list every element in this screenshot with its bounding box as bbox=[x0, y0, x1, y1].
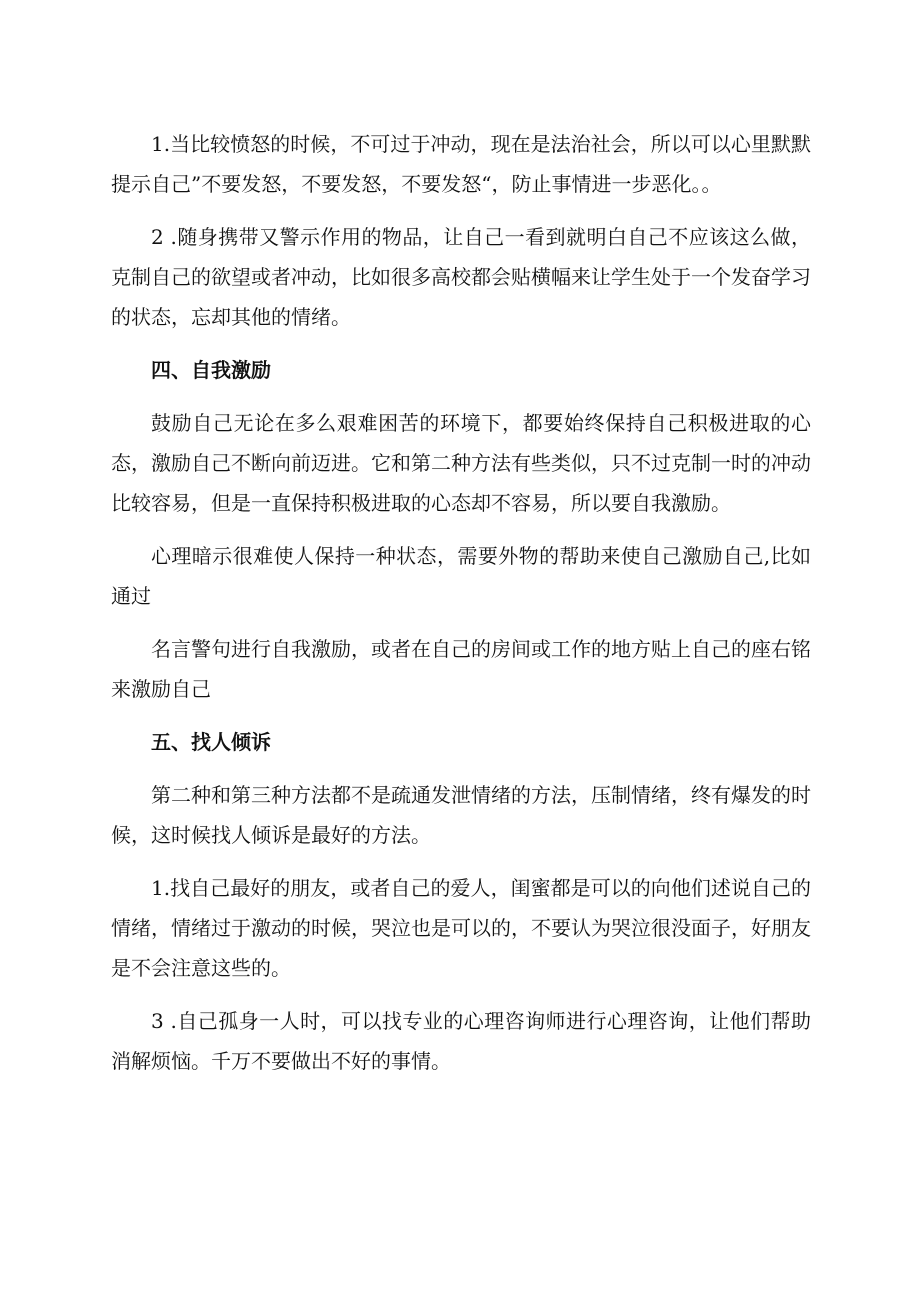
section-heading-self-motivation: 四、自我激励 bbox=[151, 358, 271, 382]
paragraph-confide-intro: 第二种和第三种方法都不是疏通发泄情绪的方法，压制情绪，终有爆发的时候，这时候找人倾诉是最好的方法。 bbox=[111, 783, 811, 847]
paragraph-warning-objects: 2 .随身携带又警示作用的物品，让自己一看到就明白自己不应该这么做，克制自己的欲望或者冲动，比如很多高校都会贴横幅来让学生处于一个发奋学习的状态，忘却其他的情绪。 bbox=[111, 225, 811, 329]
document-body bbox=[111, 124, 811, 1094]
paragraph-anger-self-reminder: 1.当比较愤怒的时候，不可过于冲动，现在是法治社会，所以可以心里默默提示自己”不要发怒，不要发怒，不要发怒“，防止事情进一步恶化。。 bbox=[111, 132, 811, 196]
paragraph-psychological-hint: 心理暗示很难使人保持一种状态，需要外物的帮助来使自己激励自己,比如通过 bbox=[111, 544, 811, 608]
paragraph-motivation-intro: 鼓励自己无论在多么艰难困苦的环境下，都要始终保持自己积极进取的心态，激励自己不断向前迈进。它和第二种方法有些类似，只不过克制一时的冲动比较容易，但是一直保持积极进取的心态却不容易，所以要自我激励。 bbox=[111, 411, 811, 515]
paragraph-motto: 名言警句进行自我激励，或者在自己的房间或工作的地方贴上自己的座右铭来激励自己 bbox=[111, 637, 811, 701]
paragraph-talk-to-friend: 1.找自己最好的朋友，或者自己的爱人，闺蜜都是可以的向他们述说自己的情绪，情绪过于激动的时候，哭泣也是可以的，不要认为哭泣很没面子，好朋友是不会注意这些的。 bbox=[111, 876, 811, 980]
paragraph-counselor: 3 .自己孤身一人时，可以找专业的心理咨询师进行心理咨询，让他们帮助消解烦恼。千万不要做出不好的事情。 bbox=[111, 1009, 811, 1073]
section-heading-confide: 五、找人倾诉 bbox=[151, 730, 271, 754]
